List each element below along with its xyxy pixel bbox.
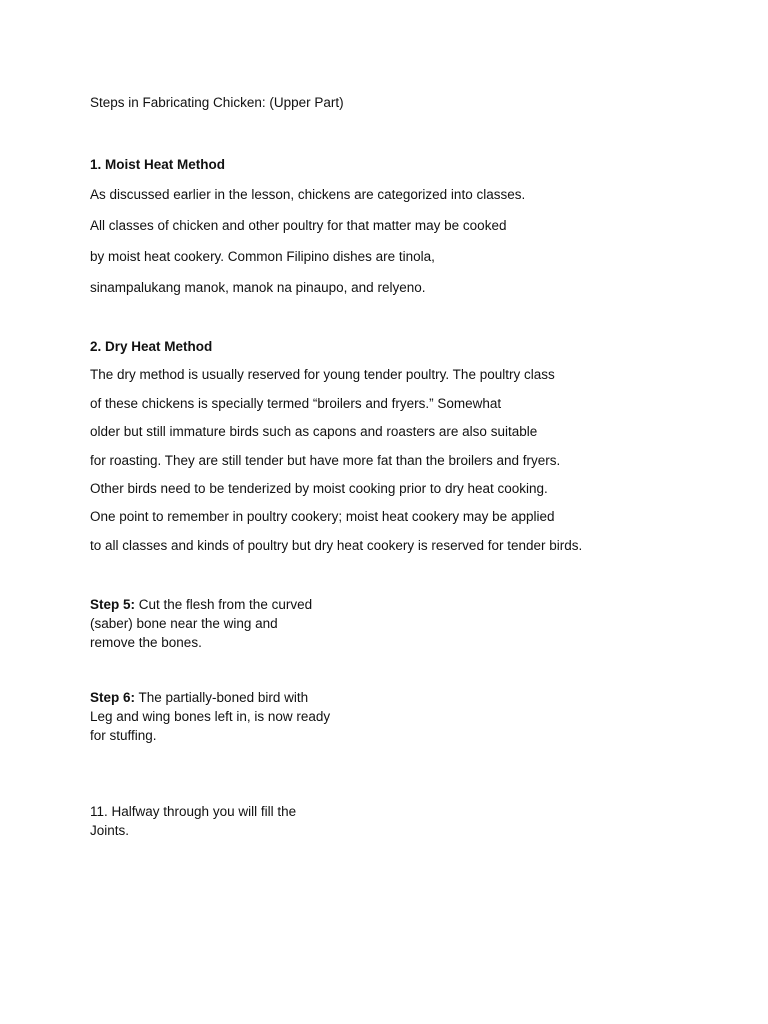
moist-heat-line-4: sinampalukang manok, manok na pinaupo, and relyeno. bbox=[90, 280, 426, 295]
step-11-block bbox=[90, 802, 296, 840]
document-title: Steps in Fabricating Chicken: (Upper Part) bbox=[90, 95, 344, 110]
dry-heat-line-7: to all classes and kinds of poultry but dry heat cookery is reserved for tender birds. bbox=[90, 538, 583, 553]
section-heading-dry-heat: 2. Dry Heat Method bbox=[90, 339, 213, 354]
step-5-line-3: remove the bones. bbox=[90, 635, 202, 650]
step-5-text: Cut the flesh from the curved bbox=[135, 597, 313, 612]
section-heading-moist-heat: 1. Moist Heat Method bbox=[90, 157, 226, 172]
step-6-line-3: for stuffing. bbox=[90, 728, 157, 743]
step-6-label: Step 6: bbox=[90, 690, 136, 705]
step-6-block bbox=[90, 688, 330, 745]
moist-heat-line-3: by moist heat cookery. Common Filipino dishes are tinola, bbox=[90, 249, 435, 264]
step-5-label: Step 5: bbox=[90, 597, 136, 612]
step-5-line-2: (saber) bone near the wing and bbox=[90, 616, 278, 631]
step-6-line-1 bbox=[90, 688, 330, 707]
step-5-block bbox=[90, 595, 312, 652]
dry-heat-line-1: The dry method is usually reserved for young tender poultry. The poultry class bbox=[90, 367, 555, 382]
step-5-line-1 bbox=[90, 595, 312, 614]
moist-heat-line-1: As discussed earlier in the lesson, chickens are categorized into classes. bbox=[90, 187, 526, 202]
dry-heat-line-3: older but still immature birds such as capons and roasters are also suitable bbox=[90, 424, 538, 439]
step-6-text: The partially-boned bird with bbox=[135, 690, 309, 705]
moist-heat-line-2: All classes of chicken and other poultry for that matter may be cooked bbox=[90, 218, 507, 233]
dry-heat-line-2: of these chickens is specially termed “broilers and fryers.” Somewhat bbox=[90, 396, 502, 411]
step-11-line-2: Joints. bbox=[90, 823, 130, 838]
dry-heat-line-4: for roasting. They are still tender but have more fat than the broilers and fryers. bbox=[90, 453, 561, 468]
step-6-line-2: Leg and wing bones left in, is now ready bbox=[90, 709, 331, 724]
dry-heat-line-5: Other birds need to be tenderized by moist cooking prior to dry heat cooking. bbox=[90, 481, 548, 496]
dry-heat-line-6: One point to remember in poultry cookery; moist heat cookery may be applied bbox=[90, 509, 555, 524]
step-11-line-1: 11. Halfway through you will fill the bbox=[90, 804, 297, 819]
